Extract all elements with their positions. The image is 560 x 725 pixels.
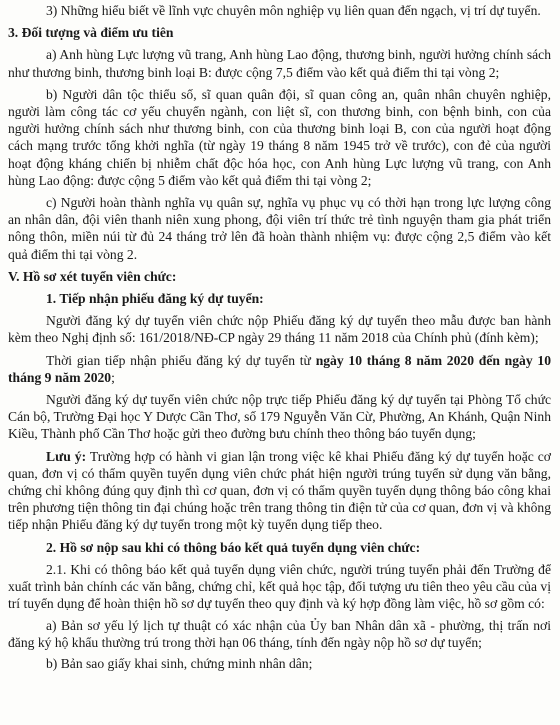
subsection-1-para-2 — [8, 352, 551, 386]
section-5-heading: V. Hồ sơ xét tuyển viên chức: — [8, 268, 177, 284]
section-3-para-b: b) Người dân tộc thiểu số, sĩ quan quân đội, sĩ quan công an, quân nhân chuyên nghiệp, người làm công tác cơ yếu chuyển ngành, con liệt sĩ, con thương binh, con bệnh binh, con của người hưởng chính sách như thương binh, con của thương binh loại B, con của người hoạt động cách mạng trước tổng khởi nghĩa (từ ngày 19 tháng 8 năm 1945 trở về trước), con đẻ của người hoạt động kháng chiến bị nhiễm chất độc hóa học, con Anh hùng Lực lượng vũ trang, con Anh hùng Lao động: được cộng 5 điểm vào kết quả điểm thi tại vòng 2; — [8, 86, 551, 188]
subsection-1-note — [8, 448, 551, 534]
subsection-1-para-3: Người đăng ký dự tuyển viên chức nộp trực tiếp Phiếu đăng ký dự tuyển tại Phòng Tổ chức Cán bộ, Trường Đại học Y Dược Cần Thơ, số 179 Nguyễn Văn Cừ, Phường, An Khánh, Quận Ninh Kiều, Thành phố Cần Thơ hoặc gửi theo đường bưu chính theo thông báo tuyển dụng; — [8, 392, 551, 442]
para-2-prefix: Thời gian tiếp nhận phiếu đăng ký dự tuyển từ — [46, 352, 316, 368]
section-3-para-c: c) Người hoàn thành nghĩa vụ quân sự, nghĩa vụ phục vụ có thời hạn trong lực lượng công an nhân dân, đội viên thanh niên xung phong, đội viên trí thức trẻ tình nguyện tham gia phát triển nông thôn, miền núi từ đủ 24 tháng trở lên đã hoàn thành nhiệm vụ: được cộng 2,5 điểm vào kết quả điểm thi tại vòng 2. — [8, 195, 551, 262]
subsection-2-item-a: a) Bản sơ yếu lý lịch tự thuật có xác nhận của Ủy ban Nhân dân xã - phường, thị trấn nơi đăng ký hộ khẩu thường trú trong thời hạn 06 tháng, tính đến ngày nộp hồ sơ dự tuyển; — [8, 617, 551, 650]
note-label: Lưu ý: — [46, 448, 87, 464]
note-text: Trường hợp có hành vi gian lận trong việc kê khai Phiếu đăng ký dự tuyển hoặc cơ quan, đơn vị có thẩm quyền tuyển dụng viên chức phát hiện người trúng tuyển sử dụng văn bằng, chứng chỉ không đúng quy định thì cơ quan, đơn vị có thẩm quyền tuyển dụng thông báo công khai trên phương tiện thông tin đại chúng hoặc trên trang thông tin điện tử của cơ quan, đơn vị và không tiếp nhận Phiếu đăng ký dự tuyển trong một kỳ tuyển dụng tiếp theo. — [8, 448, 551, 533]
subsection-1-para-1: Người đăng ký dự tuyển viên chức nộp Phiếu đăng ký dự tuyển theo mẫu được ban hành kèm theo Nghị định số: 161/2018/NĐ-CP ngày 29 tháng 11 năm 2018 của Chính phủ (đính kèm); — [8, 313, 551, 346]
application-period: ngày 10 tháng 8 năm 2020 đến ngày 10 tháng 9 năm 2020 — [8, 352, 551, 385]
document-body — [8, 2, 551, 676]
section-3-heading: 3. Đối tượng và điểm ưu tiên — [8, 25, 174, 41]
subsection-2-item-b: b) Bản sao giấy khai sinh, chứng minh nhân dân; — [46, 655, 313, 671]
subsection-2-para-1: 2.1. Khi có thông báo kết quả tuyển dụng viên chức, người trúng tuyển phải đến Trường để xuất trình bản chính các văn bằng, chứng chỉ, kết quả học tập, đối tượng ưu tiên theo yêu cầu của vị trí tuyển dụng để hoàn thiện hồ sơ dự tuyển theo quy định và ký hợp đồng làm việc, hồ sơ gồm có: — [8, 561, 551, 612]
subsection-1-heading: 1. Tiếp nhận phiếu đăng ký dự tuyển: — [46, 291, 264, 307]
subsection-2-heading: 2. Hồ sơ nộp sau khi có thông báo kết quả tuyển dụng viên chức: — [46, 539, 421, 555]
section-3-para-a: a) Anh hùng Lực lượng vũ trang, Anh hùng Lao động, thương binh, người hưởng chính sách như thương binh, thương binh loại B: được cộng 7,5 điểm vào kết quả điểm thi tại vòng 2; — [8, 47, 551, 80]
para-2-suffix: ; — [111, 369, 115, 385]
intro-item-3: 3) Những hiểu biết về lĩnh vực chuyên môn nghiệp vụ liên quan đến ngạch, vị trí dự tuyển. — [46, 3, 541, 18]
